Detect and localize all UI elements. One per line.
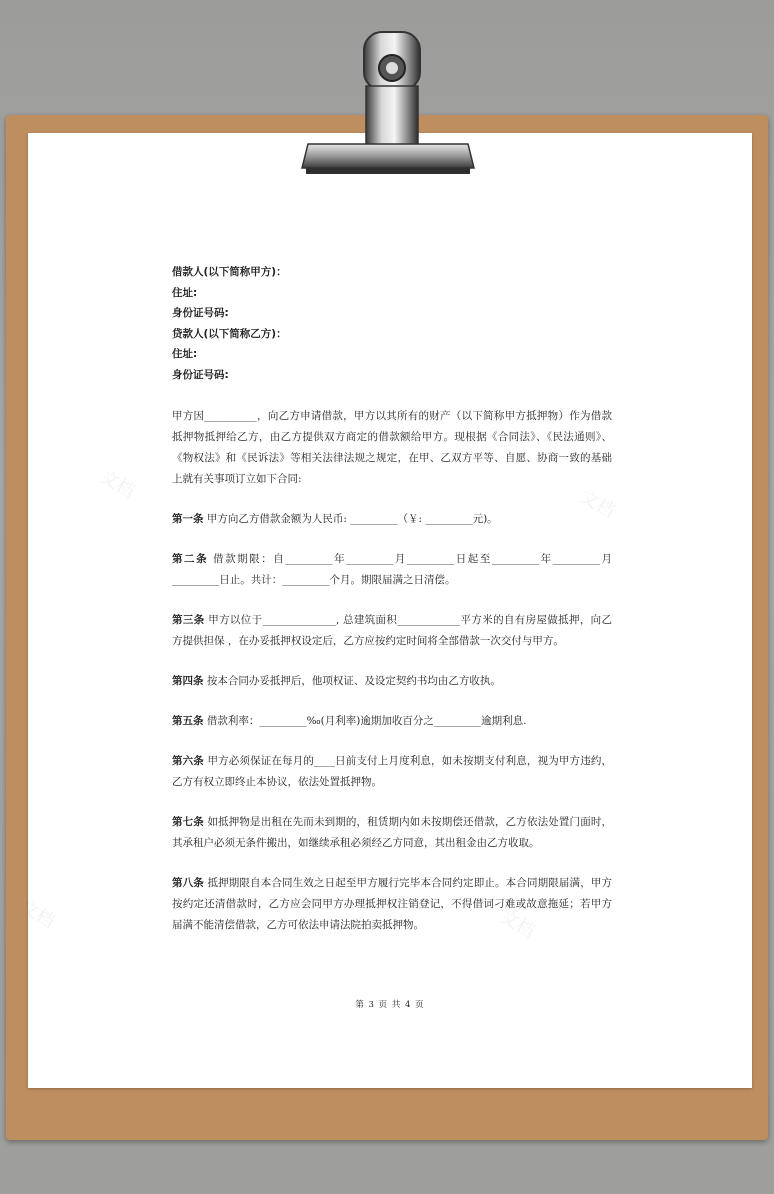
article-title: 第七条 [172,816,204,828]
article-text: 甲方必须保证在每月的____日前支付上月度利息，如未按期支付利息，视为甲方违约，乙方有权立即终止本协议，依法处置抵押物。 [172,755,612,788]
article-title: 第一条 [172,513,204,525]
article-title: 第六条 [172,755,204,767]
watermark: 文档 [16,896,59,933]
lender-address-label: 住址: [172,348,198,360]
article-text: 抵押期限自本合同生效之日起至甲方履行完毕本合同约定即止。本合同期限届满，甲方按约定还清借款时，乙方应会同甲方办理抵押权注销登记，不得借词刁难或故意拖延；若甲方届满不能清偿借款，乙方可依法申请法院拍卖抵押物。 [172,877,612,931]
article-2 [172,549,612,591]
article-text: 甲方向乙方借款金额为人民币: _________（￥: _________元)。 [203,513,498,525]
article-title: 第二条 [172,553,209,565]
article-text: 按本合同办妥抵押后，他项权证、及设定契约书均由乙方收执。 [203,675,501,687]
borrower-id-label: 身份证号码: [172,307,229,319]
article-1 [172,509,612,530]
article-text: 甲方以位于______________, 总建筑面积____________平方米的自有房屋做抵押，向乙方提供担保 ，在办妥抵押权设定后，乙方应按约定时间将全部借款一次交付与甲方。 [172,614,613,647]
watermark: 文档 [496,906,539,943]
article-text: 如抵押物是出租在先而未到期的，租赁期内如未按期偿还借款，乙方依法处置门面时，其承租户必须无条件搬出，如继续承租必须经乙方同意，其出租金由乙方收取。 [172,816,612,849]
lender-id-label: 身份证号码: [172,368,229,381]
intro-paragraph: 甲方因__________，向乙方申请借款，甲方以其所有的财产（以下简称甲方抵押物）作为借款抵押物抵押给乙方，由乙方提供双方商定的借款额给甲方。现根据《合同法》、《民法通则》、《物权法》和《民诉法》等相关法律法规之规定，在甲、乙双方平等、自愿、协商一致的基础上就有关事项订立如下合同: [172,410,612,485]
borrower-label: 借款人(以下简称甲方)： [172,266,287,278]
article-5 [172,711,612,732]
article-8 [172,873,612,936]
article-title: 第八条 [172,877,204,889]
article-6 [172,751,612,793]
article-text: 借款期限：自_________年_________月_________日起至_________年_________月_________日止。共计：_________个月。期限届满之日清偿。 [172,553,613,586]
lender-label: 贷款人(以下简称乙方)： [172,327,287,340]
article-text: 借款利率：_________‰(月利率)逾期加收百分之_________逾期利息. [203,715,527,727]
article-3 [172,610,612,652]
article-title: 第三条 [172,614,205,626]
watermark: 文档 [576,486,619,523]
binder-clip-icon [296,22,480,182]
article-title: 第四条 [172,675,204,687]
page-number: 第 3 页 共 4 页 [355,1000,425,1010]
article-title: 第五条 [172,715,204,727]
borrower-address-label: 住址: [172,286,198,299]
watermark: 文档 [96,466,139,503]
article-7 [172,812,612,854]
article-4 [172,671,612,692]
contract-content [172,262,612,936]
